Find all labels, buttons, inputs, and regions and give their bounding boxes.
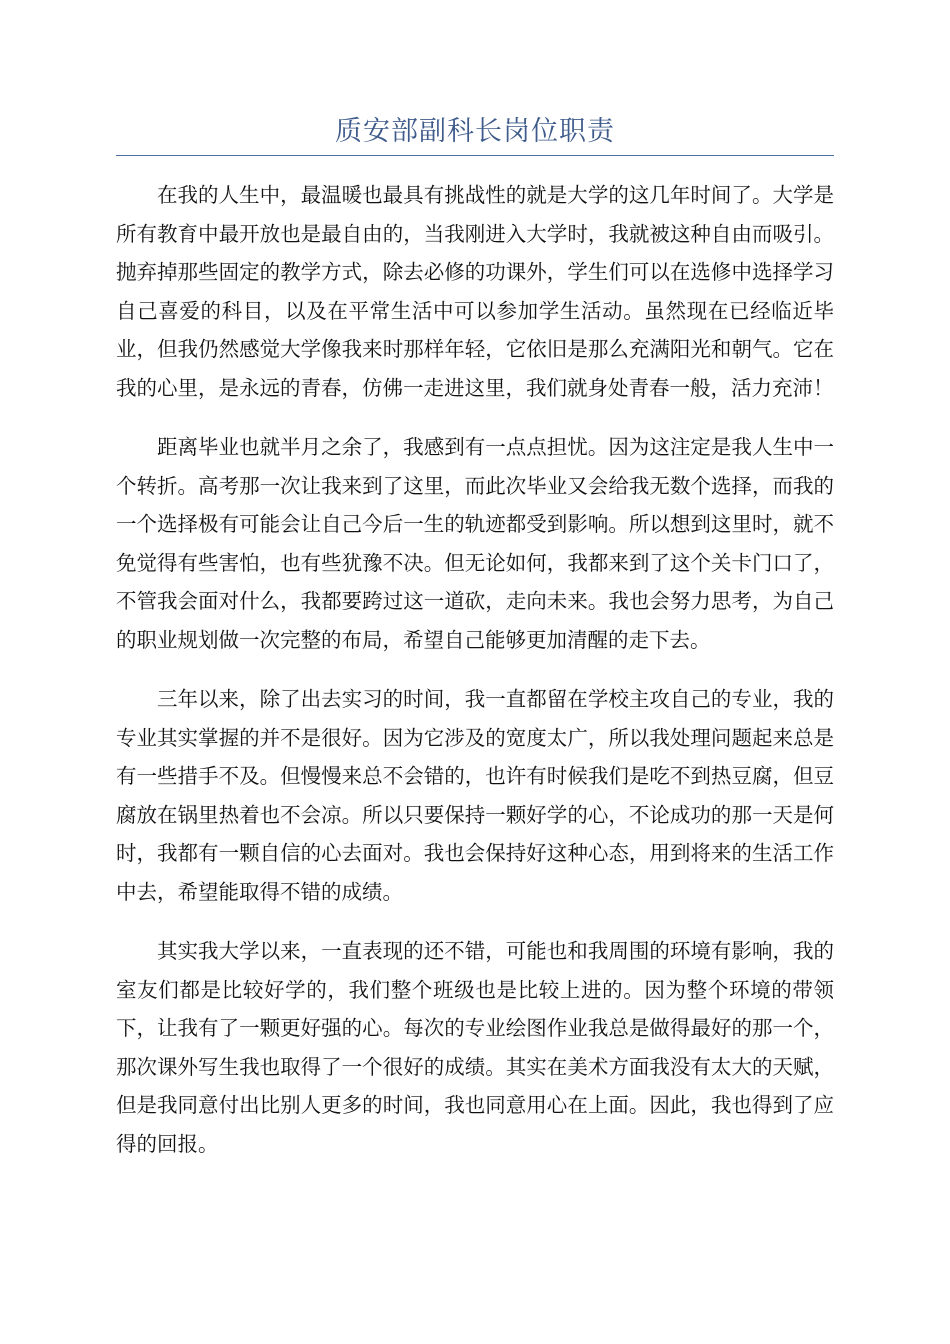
document-title: 质安部副科长岗位职责 (335, 116, 615, 147)
title-underline (116, 155, 834, 156)
paragraph-3: 三年以来，除了出去实习的时间，我一直都留在学校主攻自己的专业，我的专业其实掌握的并不是很好。因为它涉及的宽度太广，所以我处理问题起来总是有一些措手不及。但慢慢来总不会错的，也许有时候我们是吃不到热豆腐，但豆腐放在锅里热着也不会凉。所以只要保持一颗好学的心，不论成功的那一天是何时，我都有一颗自信的心去面对。我也会保持好这种心态，用到将来的生活工作中去，希望能取得不错的成绩。 (116, 687, 834, 904)
paragraph-1: 在我的人生中，最温暖也最具有挑战性的就是大学的这几年时间了。大学是所有教育中最开放也是最自由的，当我刚进入大学时，我就被这种自由而吸引。抛弃掉那些固定的教学方式，除去必修的功课外，学生们可以在选修中选择学习自己喜爱的科目，以及在平常生活中可以参加学生活动。虽然现在已经临近毕业，但我仍然感觉大学像我来时那样年轻，它依旧是那么充满阳光和朝气。它在我的心里，是永远的青春，仿佛一走进这里，我们就身处青春一般，活力充沛！ (116, 183, 834, 400)
document-body (116, 176, 834, 1184)
paragraph-4: 其实我大学以来，一直表现的还不错，可能也和我周围的环境有影响，我的室友们都是比较好学的，我们整个班级也是比较上进的。因为整个环境的带领下，让我有了一颗更好强的心。每次的专业绘图作业我总是做得最好的那一个，那次课外写生我也取得了一个很好的成绩。其实在美术方面我没有太大的天赋，但是我同意付出比别人更多的时间，我也同意用心在上面。因此，我也得到了应得的回报。 (116, 939, 834, 1156)
paragraph-2: 距离毕业也就半月之余了，我感到有一点点担忧。因为这注定是我人生中一个转折。高考那一次让我来到了这里，而此次毕业又会给我无数个选择，而我的一个选择极有可能会让自己今后一生的轨迹都受到影响。所以想到这里时，就不免觉得有些害怕，也有些犹豫不决。但无论如何，我都来到了这个关卡门口了，不管我会面对什么，我都要跨过这一道砍，走向未来。我也会努力思考，为自己的职业规划做一次完整的布局，希望自己能够更加清醒的走下去。 (116, 435, 834, 652)
